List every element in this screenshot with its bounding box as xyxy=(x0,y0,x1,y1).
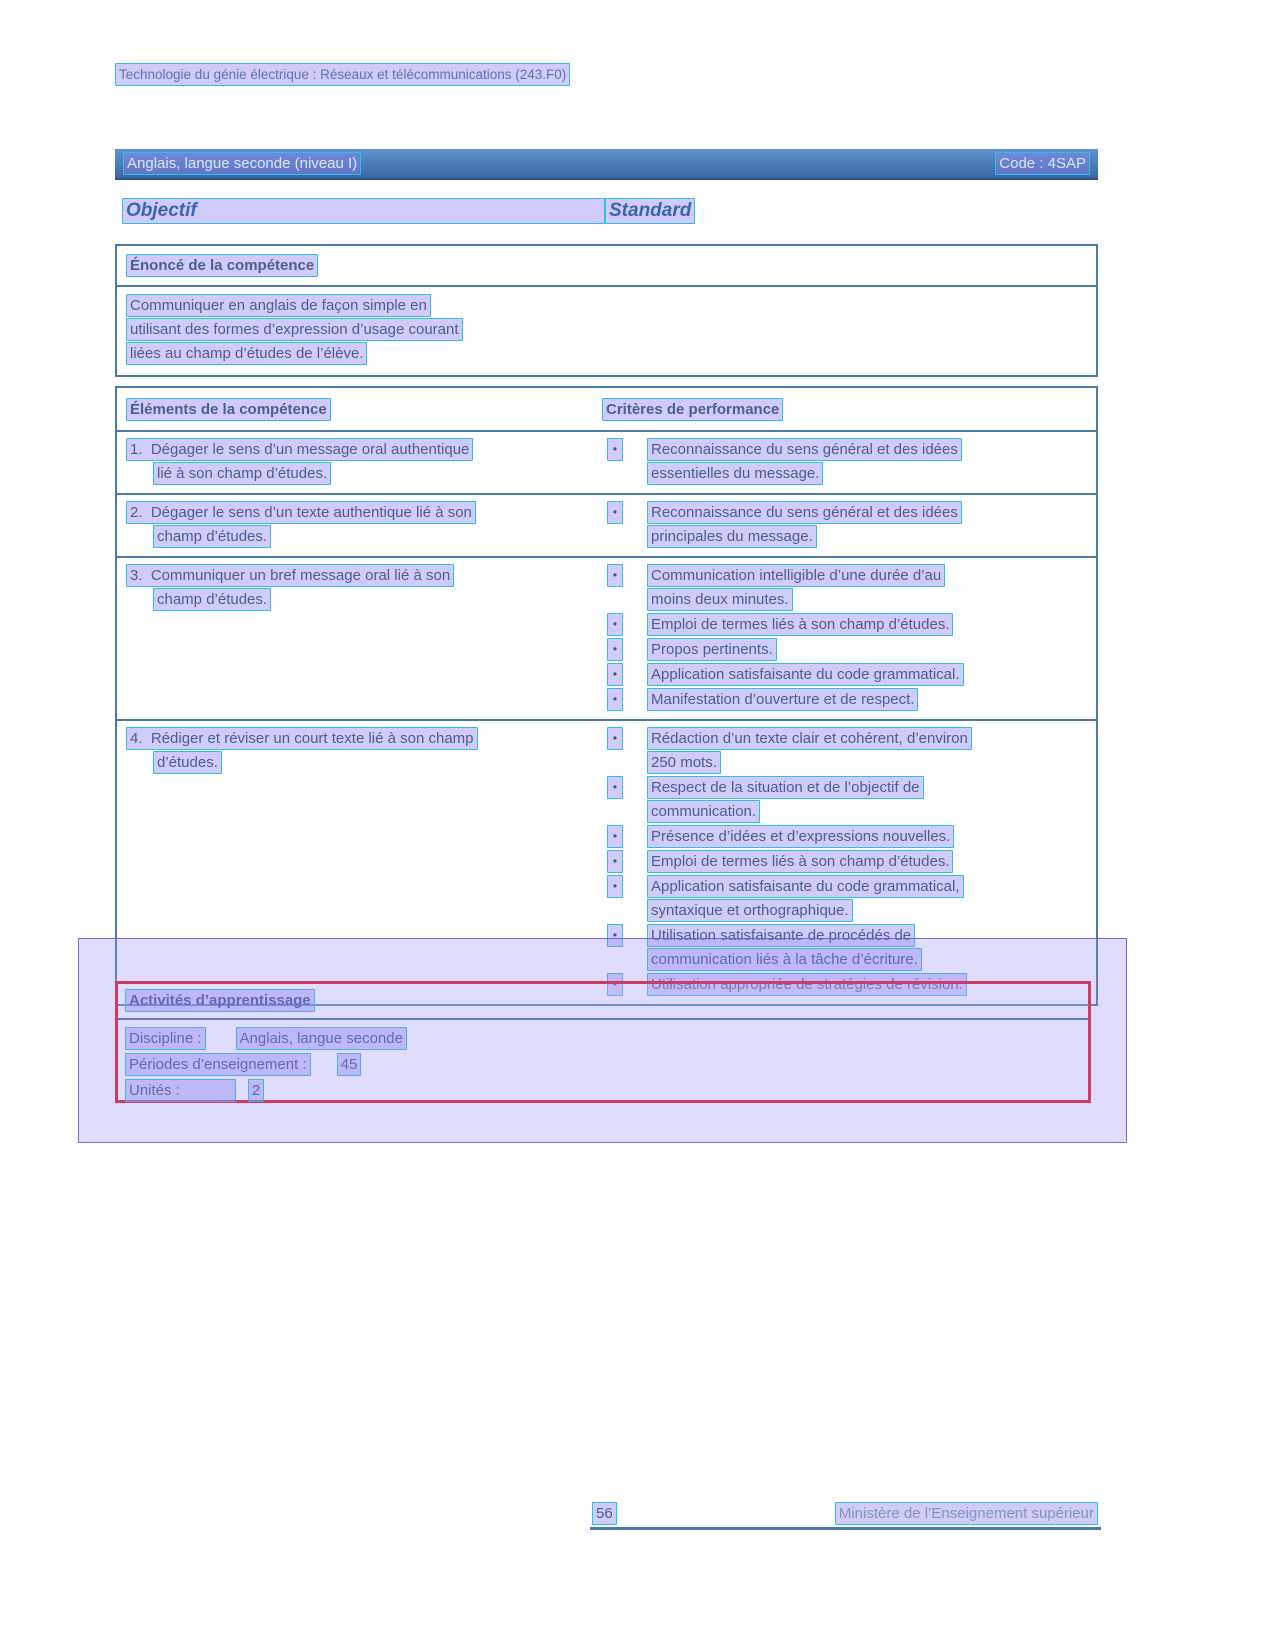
criteria-line: Application satisfaisante du code grammatical. xyxy=(647,663,964,686)
bullet-icon: • xyxy=(607,638,623,661)
criteria-line: Reconnaissance du sens général et des idées xyxy=(647,501,962,524)
banner-code: Code : 4SAP xyxy=(995,152,1090,175)
criteria-line: 250 mots. xyxy=(647,751,721,774)
criteria-line: Propos pertinents. xyxy=(647,638,777,661)
criteria-item xyxy=(607,825,1090,849)
element-cell xyxy=(117,432,602,493)
criteria-item xyxy=(607,688,1090,712)
criteria-item xyxy=(607,850,1090,874)
criteria-cell xyxy=(602,558,1096,719)
bullet-icon: • xyxy=(607,564,623,587)
activites-value: Anglais, langue seconde xyxy=(236,1027,407,1050)
element-line: lié à son champ d’études. xyxy=(153,462,331,485)
criteria-line: Présence d’idées et d’expressions nouvelles. xyxy=(647,825,954,848)
criteria-item xyxy=(607,638,1090,662)
criteria-line: Application satisfaisante du code grammatical, xyxy=(647,875,964,898)
activites-row xyxy=(125,1051,1081,1077)
criteria-item xyxy=(607,924,1090,972)
banner-title: Anglais, langue seconde (niveau I) xyxy=(123,152,361,175)
bullet-icon: • xyxy=(607,663,623,686)
criteria-line: principales du message. xyxy=(647,525,817,548)
section-headings xyxy=(122,198,695,224)
objectif-heading: Objectif xyxy=(122,198,605,224)
activites-label: Périodes d’enseignement : xyxy=(125,1053,311,1076)
criteria-line: Utilisation satisfaisante de procédés de xyxy=(647,924,915,947)
activites-value: 2 xyxy=(248,1079,264,1102)
activites-box xyxy=(115,981,1091,1103)
criteria-item xyxy=(607,564,1090,612)
table-row xyxy=(117,432,1096,493)
bullet-icon: • xyxy=(607,688,623,711)
criteria-item xyxy=(607,663,1090,687)
criteria-item xyxy=(607,875,1090,923)
activites-body xyxy=(118,1020,1088,1108)
col-header-criteres: Critères de performance xyxy=(602,398,783,421)
criteria-line: Manifestation d’ouverture et de respect. xyxy=(647,688,918,711)
criteria-line: essentielles du message. xyxy=(647,462,823,485)
enonce-box xyxy=(115,244,1098,377)
enonce-line: utilisant des formes d’expression d’usage courant xyxy=(126,318,463,341)
criteria-line: communication. xyxy=(647,800,760,823)
activites-label: Unités : xyxy=(125,1079,236,1102)
criteria-line: Communication intelligible d’une durée d’au xyxy=(647,564,945,587)
course-banner xyxy=(115,149,1098,180)
enonce-body xyxy=(117,287,1096,375)
enonce-title: Énoncé de la compétence xyxy=(126,254,318,277)
activites-row xyxy=(125,1025,1081,1051)
table-header-row xyxy=(117,388,1096,432)
footer-page-number-wrap xyxy=(592,1502,617,1525)
criteria-cell xyxy=(602,432,1096,493)
criteria-item xyxy=(607,438,1090,486)
criteria-item xyxy=(607,613,1090,637)
bullet-icon: • xyxy=(607,825,623,848)
criteria-item xyxy=(607,776,1090,824)
bullet-icon: • xyxy=(607,850,623,873)
criteria-line: moins deux minutes. xyxy=(647,588,793,611)
footer-ministry-text: Ministère de l’Enseignement supérieur xyxy=(835,1502,1098,1525)
criteria-line: communication liés à la tâche d’écriture. xyxy=(647,948,922,971)
element-line: 1. Dégager le sens d’un message oral authentique xyxy=(126,438,473,461)
criteria-item xyxy=(607,501,1090,549)
col-header-elements-cell xyxy=(117,388,602,430)
table-row xyxy=(117,719,1096,1004)
element-line: d’études. xyxy=(153,751,222,774)
footer-ministry-wrap xyxy=(835,1502,1098,1525)
criteria-line: Emploi de termes liés à son champ d’études. xyxy=(647,613,953,636)
criteria-line: Rédaction d’un texte clair et cohérent, d’environ xyxy=(647,727,972,750)
element-line: champ d’études. xyxy=(153,588,271,611)
enonce-title-row xyxy=(117,246,1096,287)
enonce-line: Communiquer en anglais de façon simple en xyxy=(126,294,431,317)
element-cell xyxy=(117,558,602,719)
footer-rule xyxy=(590,1527,1101,1530)
table-row xyxy=(117,493,1096,556)
criteria-line: Respect de la situation et de l’objectif de xyxy=(647,776,924,799)
enonce-line: liées au champ d’études de l’élève. xyxy=(126,342,367,365)
bullet-icon: • xyxy=(607,613,623,636)
criteria-line: Utilisation appropriée de stratégies de révision. xyxy=(647,973,967,996)
activites-label: Discipline : xyxy=(125,1027,206,1050)
standard-heading: Standard xyxy=(605,198,695,224)
element-line: 3. Communiquer un bref message oral lié à son xyxy=(126,564,454,587)
criteria-line: Reconnaissance du sens général et des idées xyxy=(647,438,962,461)
activites-row xyxy=(125,1077,1081,1103)
doc-header xyxy=(115,63,570,86)
element-line: champ d’études. xyxy=(153,525,271,548)
col-header-elements: Éléments de la compétence xyxy=(126,398,331,421)
activites-value: 45 xyxy=(337,1053,362,1076)
criteria-cell xyxy=(602,495,1096,556)
footer-page-number: 56 xyxy=(592,1502,617,1525)
activites-title: Activités d’apprentissage xyxy=(125,989,315,1012)
element-cell xyxy=(117,495,602,556)
criteria-item xyxy=(607,727,1090,775)
col-header-criteres-cell xyxy=(602,388,1096,430)
criteria-line: Emploi de termes liés à son champ d’études. xyxy=(647,850,953,873)
bullet-icon: • xyxy=(607,875,623,898)
bullet-icon: • xyxy=(607,924,623,947)
element-line: 4. Rédiger et réviser un court texte lié à son champ xyxy=(126,727,478,750)
element-line: 2. Dégager le sens d’un texte authentique lié à son xyxy=(126,501,476,524)
bullet-icon: • xyxy=(607,776,623,799)
doc-header-text: Technologie du génie électrique : Réseaux et télécommunications (243.F0) xyxy=(115,63,570,86)
activites-title-row xyxy=(118,984,1088,1020)
bullet-icon: • xyxy=(607,438,623,461)
bullet-icon: • xyxy=(607,727,623,750)
element-cell xyxy=(117,721,602,1004)
criteria-line: syntaxique et orthographique. xyxy=(647,899,853,922)
bullet-icon: • xyxy=(607,501,623,524)
bullet-icon: • xyxy=(607,973,623,996)
competence-table xyxy=(115,386,1098,1006)
table-row xyxy=(117,556,1096,719)
criteria-cell xyxy=(602,721,1096,1004)
